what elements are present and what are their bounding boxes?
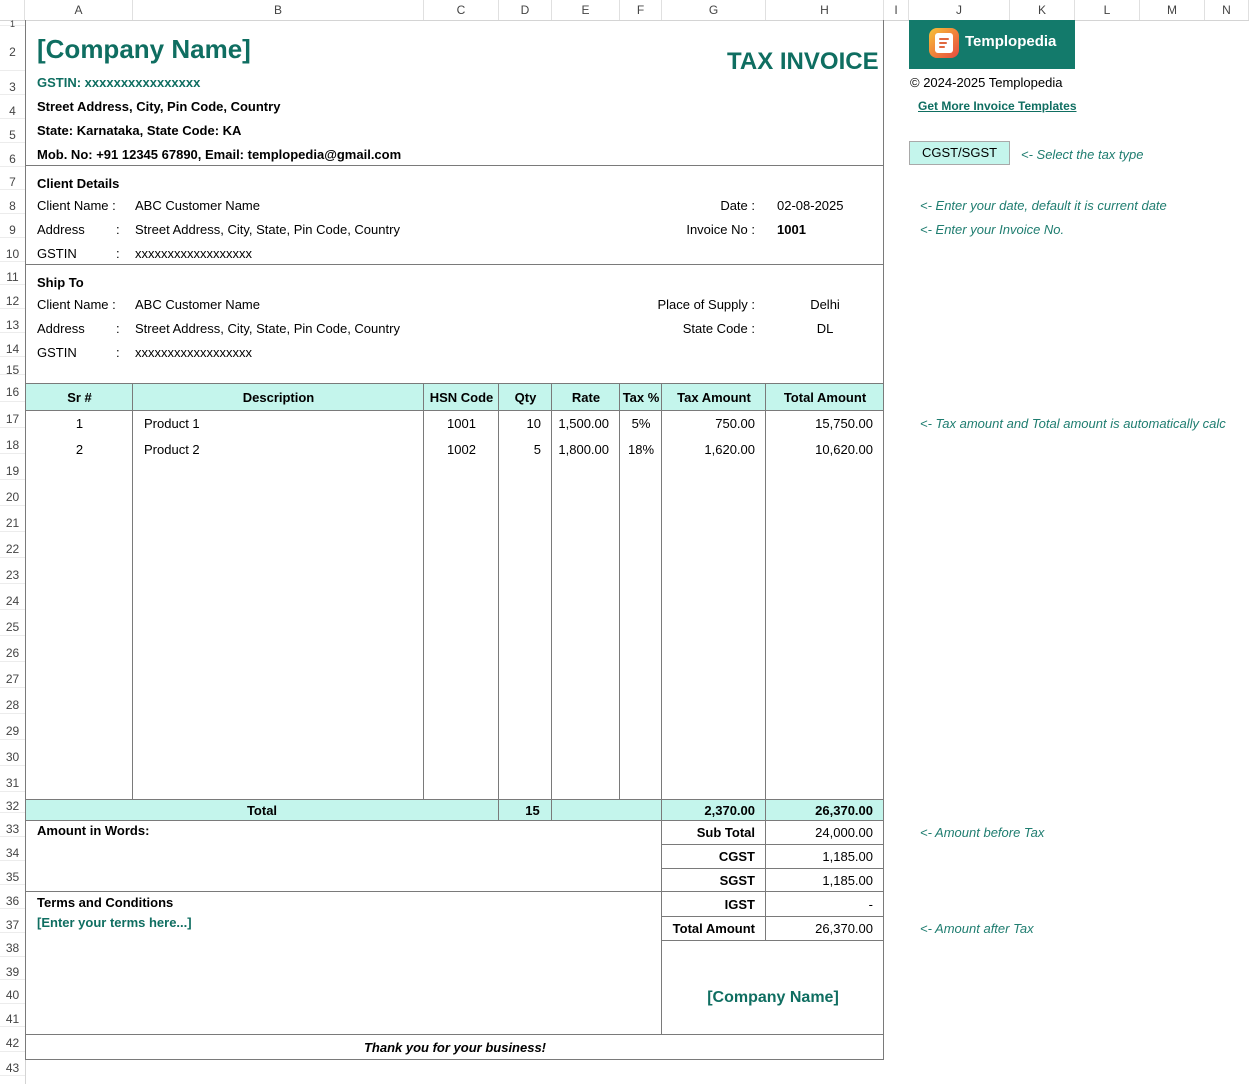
total-amount[interactable]: 26,370.00 — [815, 803, 873, 818]
item-rate[interactable]: 1,800.00 — [558, 442, 609, 457]
company-name[interactable]: [Company Name] — [37, 34, 251, 64]
item-tax-amount[interactable]: 1,620.00 — [704, 442, 755, 457]
row-header[interactable]: 26 — [0, 636, 25, 662]
column-header-c[interactable]: C — [424, 0, 499, 20]
row-header[interactable]: 6 — [0, 143, 25, 167]
row-header[interactable]: 9 — [0, 214, 25, 238]
footer-bottom-border — [25, 1059, 884, 1060]
ship-gstin-colon: : — [116, 345, 120, 360]
row-header[interactable]: 35 — [0, 861, 25, 885]
th-rate[interactable]: Rate — [571, 390, 601, 405]
grand-total-value[interactable]: 26,370.00 — [815, 921, 873, 936]
invoice-no-label[interactable]: Invoice No : — [686, 222, 755, 237]
table-body-bottom — [25, 799, 884, 800]
row-header[interactable]: 38 — [0, 933, 25, 957]
item-sr[interactable]: 1 — [75, 416, 84, 431]
column-header-k[interactable]: K — [1010, 0, 1075, 20]
client-gstin[interactable]: xxxxxxxxxxxxxxxxxx — [135, 246, 252, 261]
row-header[interactable]: 21 — [0, 506, 25, 532]
divider-company — [25, 165, 884, 166]
row-header[interactable]: 34 — [0, 837, 25, 861]
note-tax-type: <- Select the tax type — [1021, 147, 1144, 162]
state-code-value[interactable]: DL — [816, 321, 834, 336]
row-header[interactable]: 12 — [0, 285, 25, 309]
column-header-g[interactable]: G — [662, 0, 766, 20]
state-code-label[interactable]: State Code : — [682, 321, 755, 336]
th-qty[interactable]: Qty — [514, 390, 537, 405]
igst-label[interactable]: IGST — [724, 897, 755, 912]
tax-type-select[interactable]: CGST/SGST — [909, 141, 1010, 165]
row-header[interactable]: 43 — [0, 1052, 25, 1076]
summary-line-3 — [25, 891, 884, 892]
copyright-text: © 2024-2025 Templopedia — [910, 75, 1063, 90]
company-contact[interactable]: Mob. No: +91 12345 67890, Email: templopedia@gmail.com — [37, 147, 402, 162]
client-address-colon: : — [116, 222, 120, 237]
item-tax-amount[interactable]: 750.00 — [715, 416, 755, 431]
row-header[interactable]: 8 — [0, 190, 25, 214]
item-hsn[interactable]: 1001 — [447, 416, 476, 431]
footer-top-border — [25, 1034, 884, 1035]
row-header[interactable]: 27 — [0, 662, 25, 688]
item-sr[interactable]: 2 — [75, 442, 84, 457]
more-templates-link[interactable]: Get More Invoice Templates — [918, 99, 1077, 113]
ship-heading[interactable]: Ship To — [37, 275, 84, 290]
date-label[interactable]: Date : — [720, 198, 755, 213]
row-header[interactable]: 5 — [0, 119, 25, 143]
client-address[interactable]: Street Address, City, State, Pin Code, Country — [135, 222, 400, 237]
row-header[interactable]: 31 — [0, 766, 25, 792]
summary-line-2 — [662, 868, 884, 869]
select-all-corner[interactable] — [0, 0, 25, 20]
terms-heading[interactable]: Terms and Conditions — [37, 895, 174, 910]
item-hsn[interactable]: 1002 — [447, 442, 476, 457]
company-state[interactable]: State: Karnataka, State Code: KA — [37, 123, 242, 138]
client-heading[interactable]: Client Details — [37, 176, 120, 191]
column-header-d[interactable]: D — [499, 0, 552, 20]
igst-value[interactable]: - — [868, 897, 873, 912]
item-description[interactable]: Product 2 — [144, 442, 200, 457]
row-header[interactable]: 25 — [0, 610, 25, 636]
sgst-label[interactable]: SGST — [719, 873, 755, 888]
row-header[interactable]: 19 — [0, 454, 25, 480]
divider-client — [25, 264, 884, 265]
row-header[interactable]: 22 — [0, 532, 25, 558]
ship-gstin[interactable]: xxxxxxxxxxxxxxxxxx — [135, 345, 252, 360]
summary-line-4 — [662, 916, 884, 917]
row-header[interactable]: 10 — [0, 238, 25, 262]
invoice-title[interactable]: TAX INVOICE — [727, 48, 879, 75]
supply-label[interactable]: Place of Supply : — [657, 297, 755, 312]
row-header[interactable]: 30 — [0, 740, 25, 766]
item-tax-percent[interactable]: 5% — [631, 416, 651, 431]
row-header[interactable]: 36 — [0, 885, 25, 909]
row-header[interactable]: 11 — [0, 262, 25, 285]
row-header-bar — [0, 20, 26, 1084]
item-qty[interactable]: 5 — [533, 442, 541, 457]
client-gstin-colon: : — [116, 246, 120, 261]
invoice-left-border — [25, 20, 26, 1060]
logo-text: Templopedia — [965, 33, 1057, 50]
row-header[interactable]: 40 — [0, 980, 25, 1004]
row-header[interactable]: 23 — [0, 558, 25, 584]
note-before-tax: <- Amount before Tax — [920, 825, 1045, 840]
row-header[interactable]: 42 — [0, 1027, 25, 1052]
column-header-n[interactable]: N — [1205, 0, 1249, 20]
th-total-amount[interactable]: Total Amount — [783, 390, 867, 405]
row-header[interactable]: 41 — [0, 1004, 25, 1028]
company-address[interactable]: Street Address, City, Pin Code, Country — [37, 99, 281, 114]
note-auto-calc: <- Tax amount and Total amount is automatically calc — [920, 416, 1226, 431]
cgst-label[interactable]: CGST — [718, 849, 755, 864]
row-header[interactable]: 3 — [0, 71, 25, 95]
row-header[interactable]: 13 — [0, 309, 25, 333]
ship-address-colon: : — [116, 321, 120, 336]
total-tax-amount[interactable]: 2,370.00 — [704, 803, 755, 818]
ship-address-label[interactable]: Address — [37, 321, 85, 336]
client-gstin-label[interactable]: GSTIN — [37, 246, 77, 261]
column-header-j[interactable]: J — [909, 0, 1010, 20]
client-name-label[interactable]: Client Name : — [37, 198, 116, 213]
thank-you-note[interactable]: Thank you for your business! — [363, 1040, 547, 1055]
table-total-bottom — [25, 820, 884, 821]
amount-in-words-label[interactable]: Amount in Words: — [37, 823, 150, 838]
row-header[interactable]: 33 — [0, 813, 25, 837]
row-header[interactable]: 17 — [0, 402, 25, 428]
sub-total-value[interactable]: 24,000.00 — [815, 825, 873, 840]
th-tax-percent[interactable]: Tax % — [622, 390, 660, 405]
col-sep-6 — [661, 384, 662, 1035]
row-header[interactable]: 39 — [0, 957, 25, 981]
note-after-tax: <- Amount after Tax — [920, 921, 1034, 936]
row-header[interactable]: 18 — [0, 428, 25, 454]
summary-line-5 — [662, 940, 884, 941]
row-header[interactable]: 32 — [0, 792, 25, 813]
grand-total-label[interactable]: Total Amount — [672, 921, 755, 936]
total-qty[interactable]: 15 — [525, 803, 540, 818]
th-sr[interactable]: Sr # — [67, 390, 92, 405]
item-description[interactable]: Product 1 — [144, 416, 200, 431]
th-tax-amount[interactable]: Tax Amount — [677, 390, 751, 405]
row-header[interactable]: 37 — [0, 909, 25, 933]
row-header[interactable]: 20 — [0, 480, 25, 506]
note-invoice: <- Enter your Invoice No. — [920, 222, 1065, 237]
column-header-f[interactable]: F — [620, 0, 662, 20]
item-total[interactable]: 15,750.00 — [815, 416, 873, 431]
ship-address[interactable]: Street Address, City, State, Pin Code, Country — [135, 321, 400, 336]
row-header[interactable]: 15 — [0, 357, 25, 375]
signature-company-name[interactable]: [Company Name] — [707, 989, 839, 1006]
column-header-m[interactable]: M — [1140, 0, 1205, 20]
sub-total-label[interactable]: Sub Total — [696, 825, 755, 840]
row-header[interactable]: 7 — [0, 167, 25, 190]
column-header-b[interactable]: B — [133, 0, 424, 20]
note-date: <- Enter your date, default it is current date — [920, 198, 1167, 213]
total-label[interactable]: Total — [246, 803, 278, 818]
item-total[interactable]: 10,620.00 — [815, 442, 873, 457]
terms-input[interactable]: [Enter your terms here...] — [37, 915, 192, 930]
invoice-right-border — [883, 20, 884, 1060]
ship-gstin-label[interactable]: GSTIN — [37, 345, 77, 360]
client-name[interactable]: ABC Customer Name — [135, 198, 260, 213]
date-value[interactable]: 02-08-2025 — [777, 198, 844, 213]
company-gstin[interactable]: GSTIN: xxxxxxxxxxxxxxxx — [37, 75, 201, 90]
item-rate[interactable]: 1,500.00 — [558, 416, 609, 431]
th-description[interactable]: Description — [242, 390, 315, 405]
templopedia-logo[interactable] — [909, 20, 1075, 69]
th-hsn[interactable]: HSN Code — [429, 390, 494, 405]
client-address-label[interactable]: Address — [37, 222, 85, 237]
column-header-bar — [0, 0, 1249, 21]
column-header-e[interactable]: E — [552, 0, 620, 20]
summary-line-1 — [662, 844, 884, 845]
table-header-border — [25, 410, 884, 411]
sgst-value[interactable]: 1,185.00 — [822, 873, 873, 888]
row-header[interactable]: 29 — [0, 714, 25, 740]
row-header[interactable]: 14 — [0, 333, 25, 357]
cgst-value[interactable]: 1,185.00 — [822, 849, 873, 864]
column-header-i[interactable]: I — [884, 0, 909, 20]
supply-value[interactable]: Delhi — [810, 297, 840, 312]
column-header-l[interactable]: L — [1075, 0, 1140, 20]
invoice-no-value[interactable]: 1001 — [777, 222, 806, 237]
item-tax-percent[interactable]: 18% — [627, 442, 655, 457]
row-header[interactable]: 28 — [0, 688, 25, 714]
document-icon — [929, 28, 959, 58]
row-header[interactable]: 1 — [0, 20, 25, 26]
ship-name-label[interactable]: Client Name : — [37, 297, 116, 312]
ship-name[interactable]: ABC Customer Name — [135, 297, 260, 312]
item-qty[interactable]: 10 — [526, 416, 541, 431]
row-header[interactable]: 24 — [0, 584, 25, 610]
column-header-h[interactable]: H — [766, 0, 884, 20]
column-header-a[interactable]: A — [25, 0, 133, 20]
row-header[interactable]: 16 — [0, 375, 25, 402]
row-header[interactable]: 4 — [0, 95, 25, 119]
table-top-border — [25, 383, 884, 384]
row-header[interactable]: 2 — [0, 26, 25, 71]
